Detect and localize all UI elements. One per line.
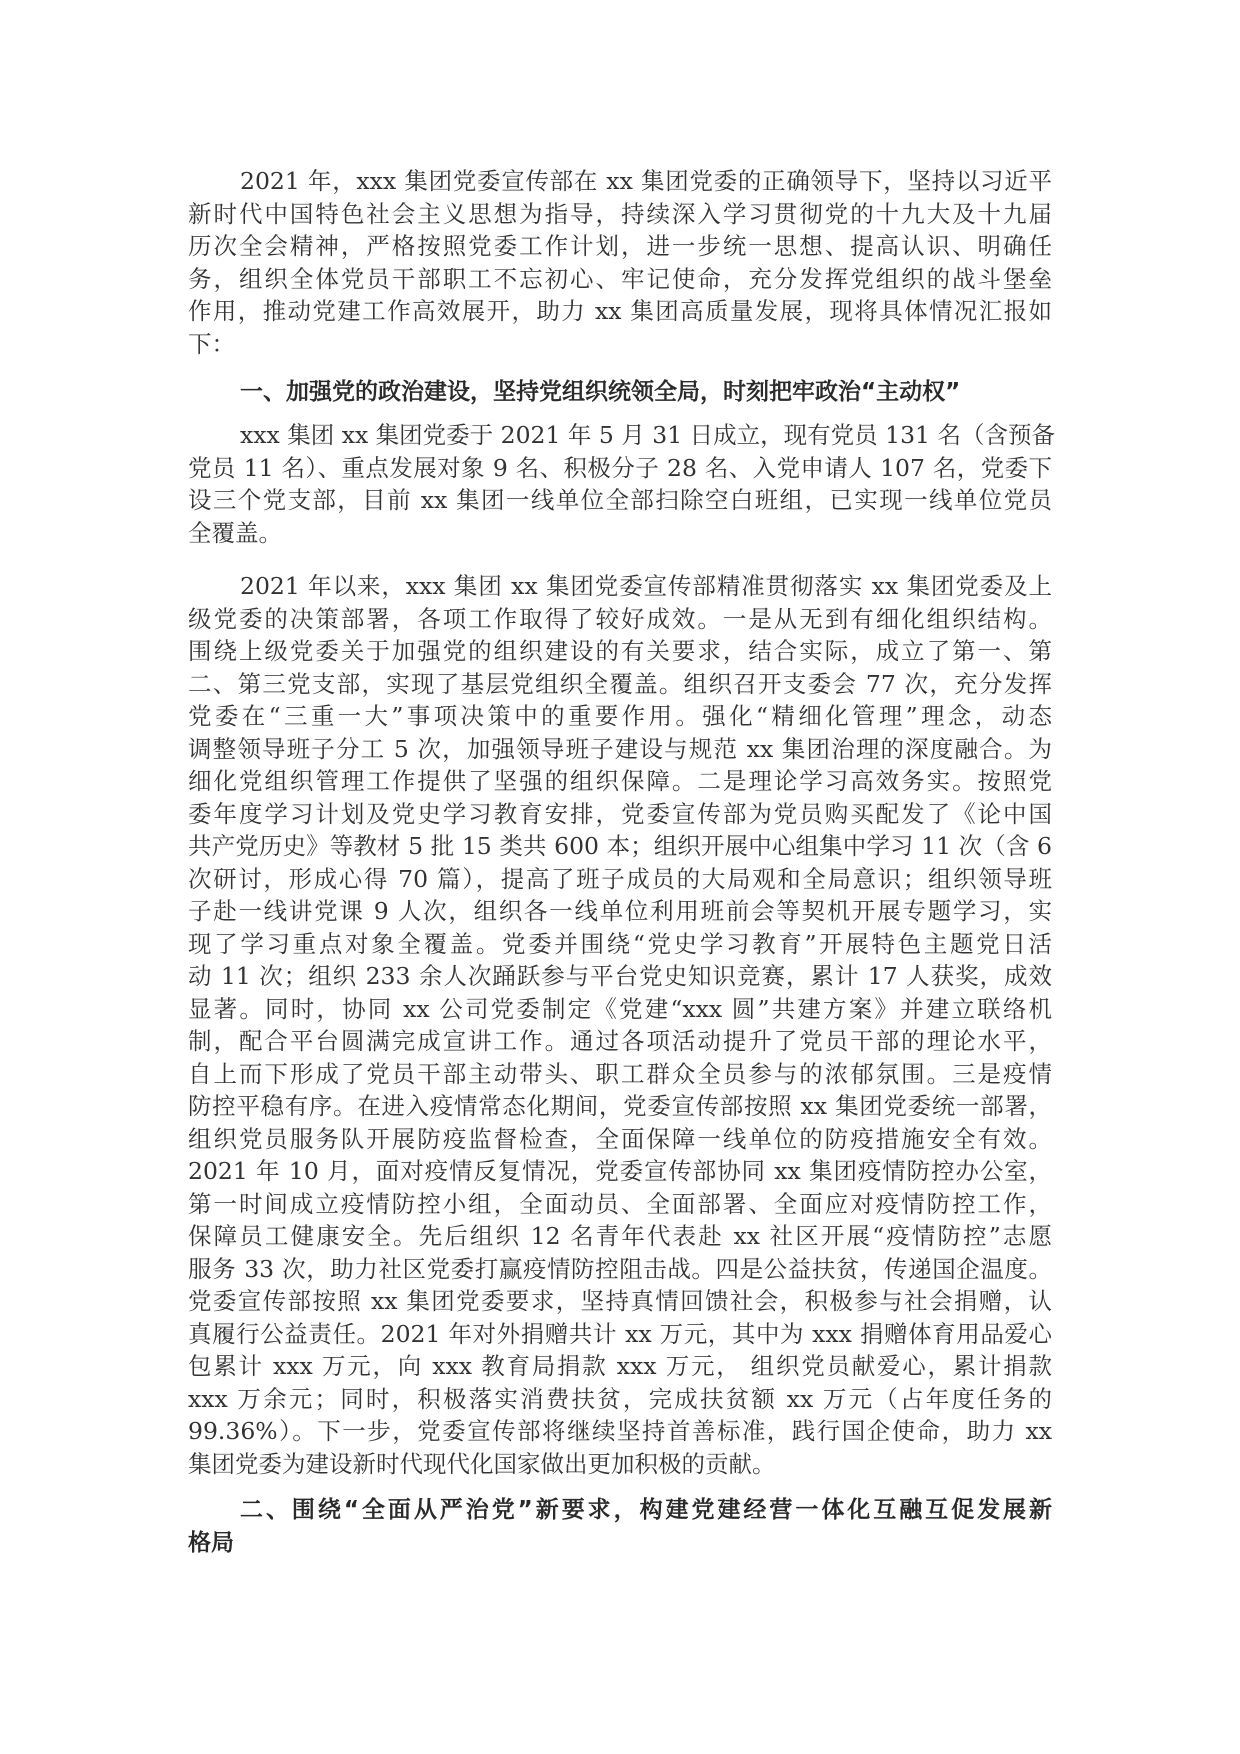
- text-line: 2021 年，xxx 集团党委宣传部在 xx 集团党委的正确领导下，坚持以习近平: [240, 167, 1052, 195]
- achievements-paragraph: [188, 570, 1052, 1480]
- text-line: 委年度学习计划及党史学习教育安排，党委宣传部为党员购买配发了《论中国: [188, 799, 1052, 828]
- text-line: 调整领导班子分工 5 次，加强领导班子建设与规范 xx 集团治理的深度融合。为: [188, 734, 1052, 763]
- text-line: 集团党委为建设新时代现代化国家做出更加积极的贡献。: [188, 1449, 776, 1478]
- text-line: 99.36%）。下一步，党委宣传部将继续坚持首善标准，践行国企使命，助力 xx: [188, 1417, 1052, 1445]
- text-line: 服务 33 次，助力社区党委打赢疫情防控阻击战。四是公益扶贫，传递国企温度。: [188, 1254, 1052, 1283]
- text-line: 共产党历史》等教材 5 批 15 类共 600 本；组织开展中心组集中学习 11 次（含 6: [188, 832, 1052, 860]
- text-line: 细化党组织管理工作提供了坚强的组织保障。二是理论学习高效务实。按照党: [188, 767, 1052, 795]
- text-line: 党员 11 名）、重点发展对象 9 名、积极分子 28 名、入党申请人 107 名，党委下: [188, 453, 1052, 482]
- heading-line: 二、围绕“全面从严治党”新要求，构建党建经营一体化互融互促发展新: [240, 1497, 1052, 1523]
- text-line: 作用，推动党建工作高效展开，助力 xx 集团高质量发展，现将具体情况汇报如: [188, 297, 1052, 325]
- text-line: 保障员工健康安全。先后组织 12 名青年代表赴 xx 社区开展“疫情防控”志愿: [188, 1222, 1052, 1250]
- heading-line: 格局: [188, 1529, 234, 1556]
- text-line: 务，组织全体党员干部职工不忘初心、牢记使命，充分发挥党组织的战斗堡垒: [188, 264, 1052, 293]
- text-line: 真履行公益责任。2021 年对外捐赠共计 xx 万元，其中为 xxx 捐赠体育用品爱心: [188, 1319, 1052, 1348]
- text-line: 2021 年以来，xxx 集团 xx 集团党委宣传部精准贯彻落实 xx 集团党委及上: [240, 572, 1052, 600]
- text-line: 全覆盖。: [188, 518, 282, 547]
- text-line: 新时代中国特色社会主义思想为指导，持续深入学习贯彻党的十九大及十九届: [188, 199, 1052, 228]
- text-line: 自上而下形成了党员干部主动带头、职工群众全员参与的浓郁氛围。三是疫情: [188, 1059, 1052, 1088]
- heading-line: 一、加强党的政治建设，坚持党组织统领全局，时刻把牢政治“主动权”: [240, 379, 961, 405]
- intro-paragraph: [188, 165, 1052, 360]
- text-line: 现了学习重点对象全覆盖。党委并围绕“党史学习教育”开展特色主题党日活: [188, 929, 1052, 958]
- text-line: 下：: [188, 329, 235, 358]
- section-heading-2: [188, 1494, 1052, 1559]
- text-line: 组织党员服务队开展防疫监督检查，全面保障一线单位的防疫措施安全有效。: [188, 1124, 1052, 1153]
- text-line: xxx 万余元；同时，积极落实消费扶贫，完成扶贫额 xx 万元（占年度任务的: [188, 1384, 1052, 1413]
- text-line: 子赴一线讲党课 9 人次，组织各一线单位利用班前会等契机开展专题学习，实: [188, 897, 1052, 925]
- text-line: 历次全会精神，严格按照党委工作计划，进一步统一思想、提高认识、明确任: [188, 232, 1052, 260]
- text-line: 包累计 xxx 万元，向 xxx 教育局捐款 xxx 万元， 组织党员献爱心，累计捐款: [188, 1352, 1052, 1380]
- text-line: 党委宣传部按照 xx 集团党委要求，坚持真情回馈社会，积极参与社会捐赠，认: [188, 1287, 1052, 1315]
- text-line: 围绕上级党委关于加强党的组织建设的有关要求，结合实际，成立了第一、第: [188, 637, 1052, 665]
- text-line: 级党委的决策部署，各项工作取得了较好成效。一是从无到有细化组织结构。: [188, 604, 1052, 633]
- text-line: 显著。同时，协同 xx 公司党委制定《党建“xxx 圆”共建方案》并建立联络机: [188, 994, 1052, 1023]
- text-line: 制，配合平台圆满完成宣讲工作。通过各项活动提升了党员干部的理论水平，: [188, 1027, 1052, 1055]
- section-heading-1: [188, 376, 1052, 409]
- text-line: 动 11 次；组织 233 余人次踊跃参与平台党史知识竞赛，累计 17 人获奖，成效: [188, 962, 1052, 990]
- text-line: 次研讨，形成心得 70 篇），提高了班子成员的大局观和全局意识；组织领导班: [188, 864, 1052, 893]
- membership-paragraph: [188, 419, 1055, 549]
- text-line: 第一时间成立疫情防控小组，全面动员、全面部署、全面应对疫情防控工作，: [188, 1189, 1052, 1218]
- text-line: 防控平稳有序。在进入疫情常态化期间，党委宣传部按照 xx 集团党委统一部署，: [188, 1092, 1052, 1120]
- text-line: 设三个党支部，目前 xx 集团一线单位全部扫除空白班组，已实现一线单位党员: [188, 486, 1052, 514]
- text-line: 二、第三党支部，实现了基层党组织全覆盖。组织召开支委会 77 次，充分发挥: [188, 669, 1052, 698]
- text-line: xxx 集团 xx 集团党委于 2021 年 5 月 31 日成立，现有党员 131 名（含预备: [240, 421, 1055, 449]
- text-line: 2021 年 10 月，面对疫情反复情况，党委宣传部协同 xx 集团疫情防控办公室，: [188, 1157, 1052, 1185]
- text-line: 党委在“三重一大”事项决策中的重要作用。强化“精细化管理”理念，动态: [188, 702, 1052, 730]
